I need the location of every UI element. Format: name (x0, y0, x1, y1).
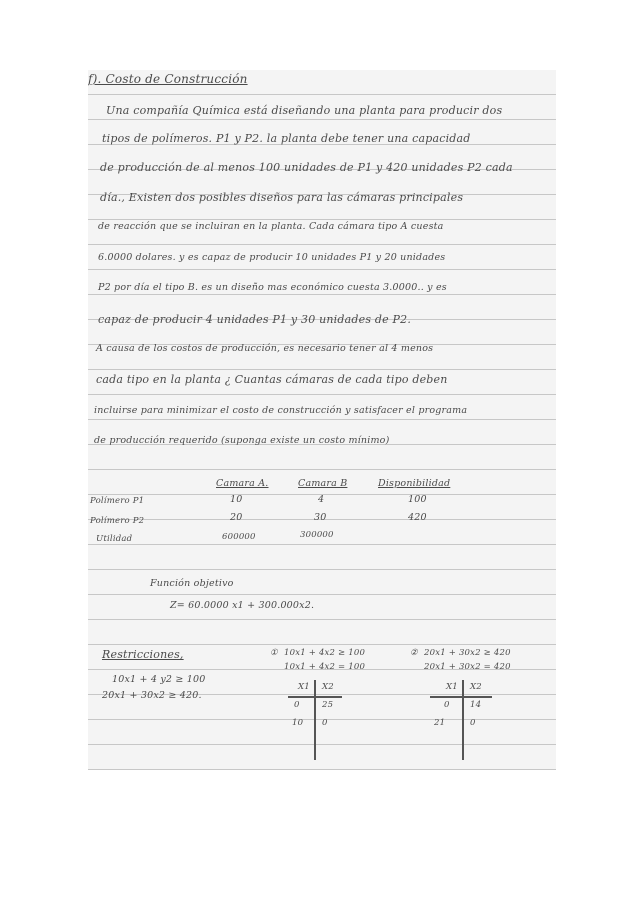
value-table-cell: 10 (292, 718, 304, 728)
heading: f). Costo de Construcción (88, 72, 248, 86)
value-table-rule (462, 680, 464, 760)
restriction-line: 20x1 + 30x2 ≥ 420. (102, 690, 202, 701)
table-cell: 20 (230, 512, 243, 523)
problem-line: día., Existen dos posibles diseños para las cámaras principales (100, 191, 464, 204)
value-table-cell: 14 (470, 700, 482, 710)
value-table-header: X2 (322, 682, 334, 692)
problem-line: tipos de polímeros. P1 y P2. la planta debe tener una capacidad (102, 132, 471, 145)
eq2-marker: ② (410, 648, 418, 658)
table-cell: 4 (318, 494, 325, 505)
value-table-cell: 0 (444, 700, 450, 710)
eq2-line: 20x1 + 30x2 ≥ 420 (424, 648, 511, 658)
problem-line: cada tipo en la planta ¿ Cuantas cámaras de cada tipo deben (96, 373, 448, 386)
eq2-line: 20x1 + 30x2 = 420 (424, 662, 511, 672)
table-row-label: Utilidad (96, 534, 133, 544)
table-row-label: Polímero P1 (90, 496, 145, 506)
problem-line: A causa de los costos de producción, es necesario tener al 4 menos (96, 343, 434, 354)
table-header-b: Camara B (298, 478, 348, 489)
table-cell: 420 (408, 512, 427, 523)
value-table-cell: 21 (434, 718, 446, 728)
value-table-rule (314, 680, 316, 760)
eq1-marker: ① (270, 648, 278, 658)
value-table-cell: 0 (322, 718, 328, 728)
problem-line: 6.0000 dolares. y es capaz de producir 10 unidades P1 y 20 unidades (98, 252, 446, 263)
problem-line: de producción de al menos 100 unidades de P1 y 420 unidades P2 cada (100, 161, 513, 174)
problem-line: incluirse para minimizar el costo de construcción y satisfacer el programa (94, 405, 468, 416)
table-cell: 300000 (300, 530, 334, 540)
value-table-cell: 0 (294, 700, 300, 710)
eq1-line: 10x1 + 4x2 = 100 (284, 662, 366, 672)
eq1-line: 10x1 + 4x2 ≥ 100 (284, 648, 366, 658)
problem-line: de producción requerido (suponga existe un costo mínimo) (94, 435, 390, 446)
table-cell: 100 (408, 494, 427, 505)
table-cell: 30 (314, 512, 327, 523)
problem-line: Una compañía Química está diseñando una planta para producir dos (106, 104, 503, 117)
table-cell: 10 (230, 494, 243, 505)
value-table-header: X1 (446, 682, 458, 692)
objective-label: Función objetivo (150, 578, 234, 589)
problem-line: de reacción que se incluiran en la planta. Cada cámara tipo A cuesta (98, 221, 444, 232)
problem-line: P2 por día el tipo B. es un diseño mas económico cuesta 3.0000.. y es (98, 282, 447, 293)
value-table-cell: 0 (470, 718, 476, 728)
value-table-rule (430, 696, 492, 698)
table-header-disp: Disponibilidad (378, 478, 451, 489)
table-row-label: Polímero P2 (90, 516, 145, 526)
restriction-line: 10x1 + 4 y2 ≥ 100 (112, 674, 206, 685)
value-table-header: X2 (470, 682, 482, 692)
value-table-header: X1 (298, 682, 310, 692)
table-cell: 600000 (222, 532, 256, 542)
objective-equation: Z= 60.0000 x1 + 300.000x2. (170, 600, 315, 611)
problem-line: capaz de producir 4 unidades P1 y 30 unidades de P2. (98, 313, 412, 326)
table-header-a: Camara A. (216, 478, 269, 489)
restrictions-label: Restricciones, (102, 648, 184, 661)
value-table-cell: 25 (322, 700, 334, 710)
notebook-page (88, 70, 556, 770)
